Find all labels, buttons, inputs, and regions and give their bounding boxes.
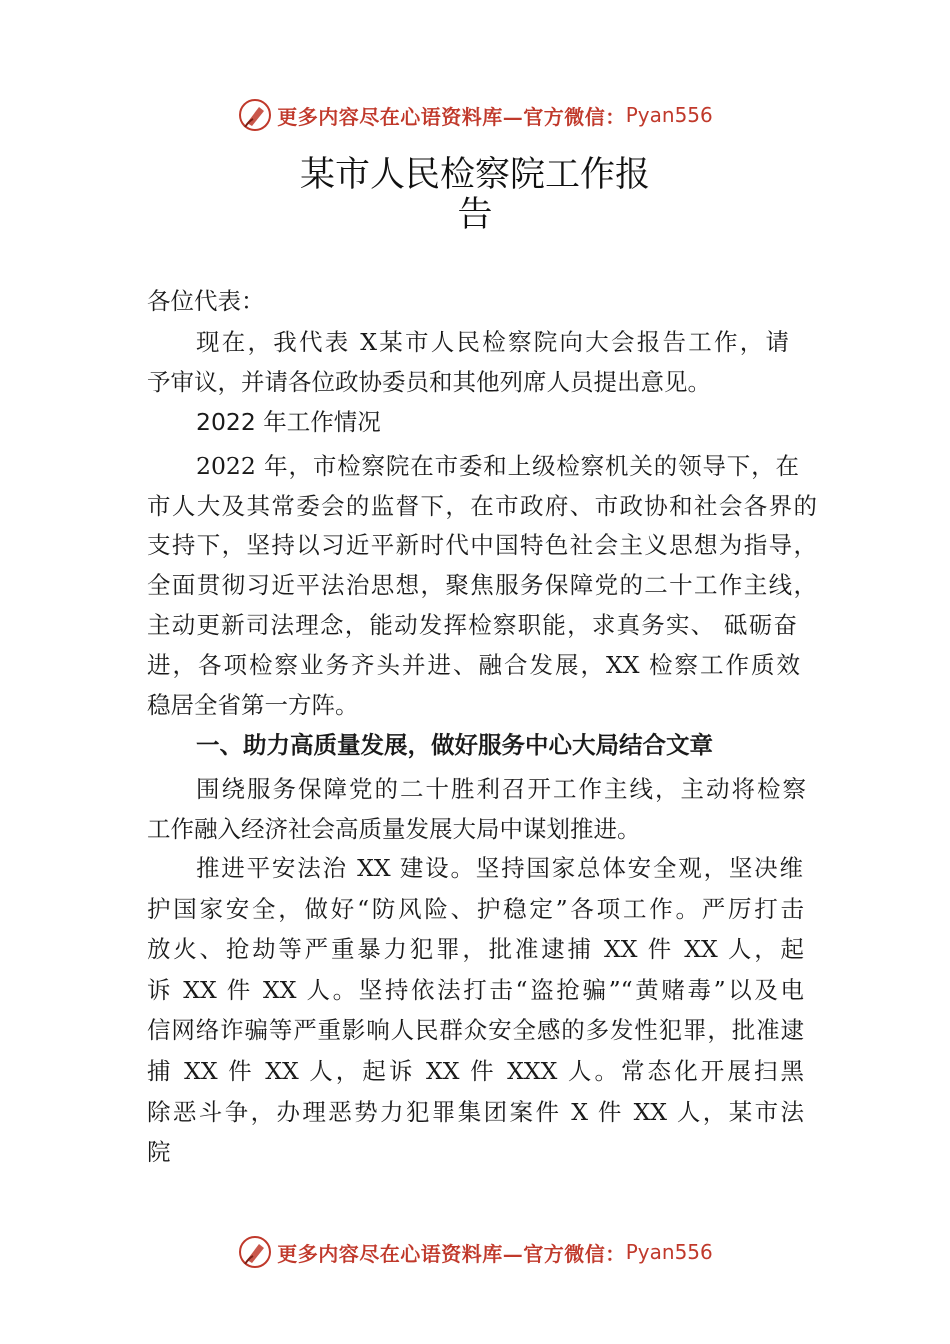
document-title-line1: 某市人民检察院工作报 [299, 155, 650, 195]
body-line: 予审议，并请各位政协委员和其他列席人员提出意见。 [147, 368, 711, 396]
pen-nib-logo-icon [237, 1234, 273, 1270]
salutation: 各位代表： [147, 287, 265, 315]
body-line: 院 [147, 1138, 171, 1166]
section-heading: 一、助力高质量发展，做好服务中心大局结合文章 [196, 731, 713, 759]
body-line: 稳居全省第一方阵。 [147, 691, 359, 719]
watermark-banner-top [0, 95, 950, 135]
section-heading: 2022 年工作情况 [196, 408, 381, 436]
body-line: 2022 年，市检察院在市委和上级检察机关的领导下，在 [196, 452, 799, 480]
document-title-line2: 告 [457, 195, 493, 235]
body-line: 除恶斗争，办理恶势力犯罪集团案件 X 件 XX 人，某市法 [147, 1098, 804, 1126]
banner-wechat-id: Pyan556 [625, 103, 713, 127]
banner-wechat-id: Pyan556 [625, 1240, 713, 1264]
body-line: 市人大及其常委会的监督下，在市政府、市政协和社会各界的 [147, 492, 817, 520]
body-line: 捕 XX 件 XX 人，起诉 XX 件 XXX 人。常态化开展扫黑 [147, 1057, 804, 1085]
body-line: 主动更新司法理念，能动发挥检察职能，求真务实、 砥砺奋 [147, 611, 797, 639]
body-line: 护国家安全，做好“防风险、护稳定”各项工作。严厉打击 [147, 895, 804, 923]
body-line: 工作融入经济社会高质量发展大局中谋划推进。 [147, 815, 641, 843]
body-line: 现在，我代表 X某市人民检察院向大会报告工作，请 [196, 328, 789, 356]
body-line: 进，各项检察业务齐头并进、融合发展，XX 检察工作质效 [147, 651, 800, 679]
pen-nib-logo-icon [237, 97, 273, 133]
body-line: 诉 XX 件 XX 人。坚持依法打击“盗抢骗”“黄赌毒”以及电 [147, 976, 804, 1004]
body-line: 全面贯彻习近平法治思想，聚焦服务保障党的二十工作主线， [147, 571, 817, 599]
banner-text: 更多内容尽在心语资料库—官方微信： [277, 1241, 626, 1266]
body-line: 推进平安法治 XX 建设。坚持国家总体安全观，坚决维 [196, 854, 803, 882]
body-line: 围绕服务保障党的二十胜利召开工作主线，主动将检察 [196, 775, 806, 803]
body-line: 信网络诈骗等严重影响人民群众安全感的多发性犯罪，批准逮 [147, 1016, 804, 1044]
body-line: 放火、抢劫等严重暴力犯罪，批准逮捕 XX 件 XX 人，起 [147, 935, 804, 963]
watermark-banner-bottom [0, 1232, 950, 1272]
banner-text: 更多内容尽在心语资料库—官方微信： [277, 104, 626, 129]
body-line: 支持下，坚持以习近平新时代中国特色社会主义思想为指导， [147, 531, 817, 559]
